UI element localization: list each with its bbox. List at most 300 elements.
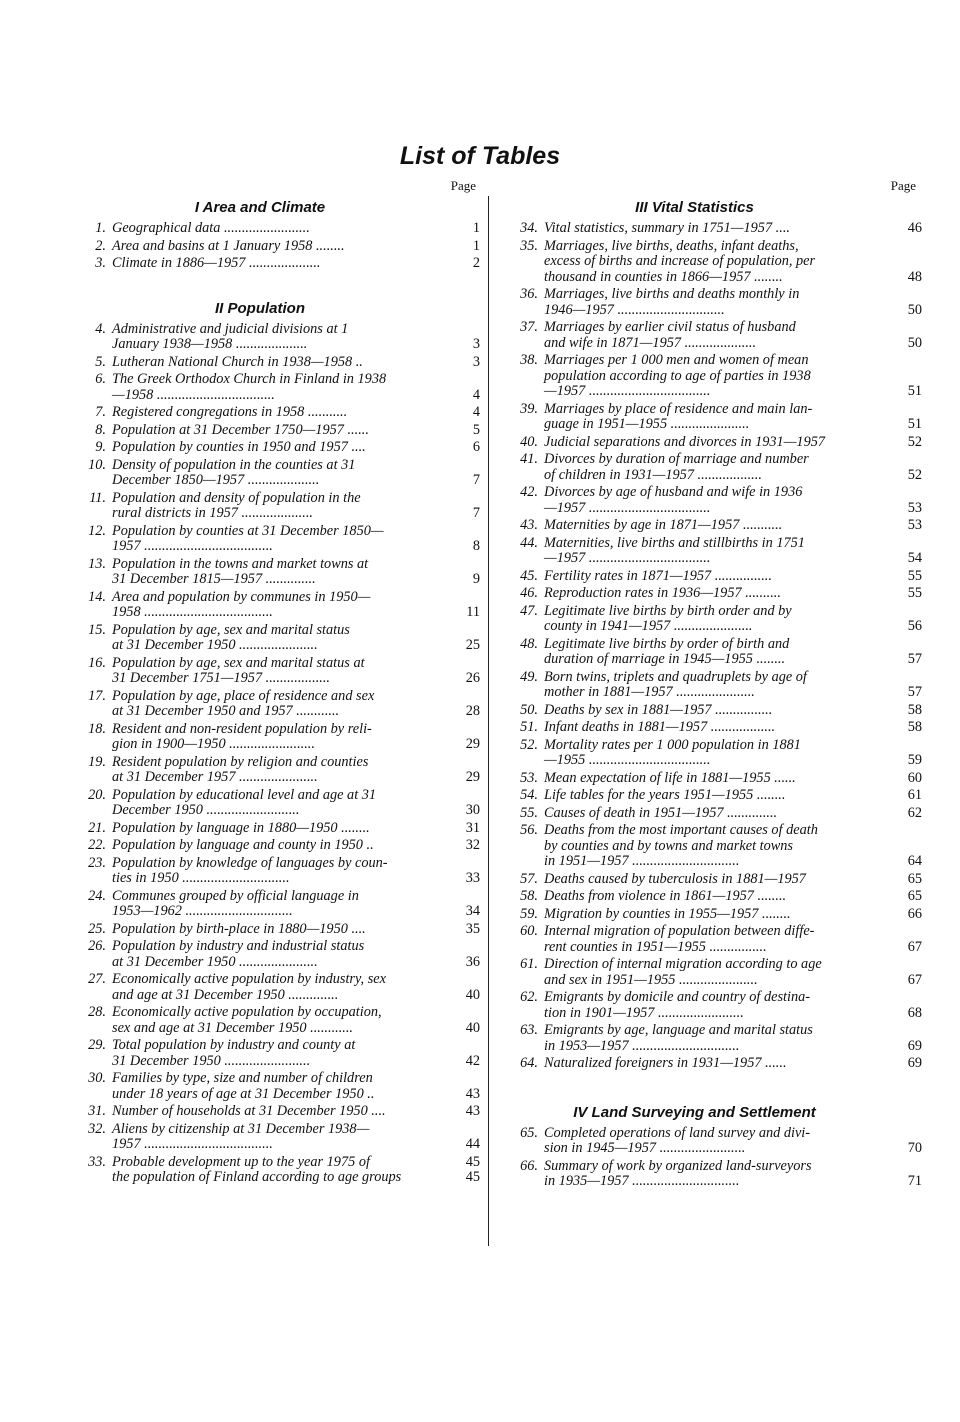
table-list-entry bbox=[80, 256, 480, 272]
table-list-entry bbox=[512, 239, 922, 286]
entry-number: 3. bbox=[95, 255, 106, 271]
table-list-entry bbox=[512, 771, 922, 787]
entry-page-number bbox=[888, 703, 922, 719]
entry-number: 49. bbox=[520, 668, 538, 685]
entry-title: Emigrants by age, language and marital status in 1953—1957 .............................. bbox=[544, 1022, 813, 1054]
entry-title: Marriages by earlier civil status of husband and wife in 1871—1957 .................... bbox=[544, 319, 796, 351]
entry-page-number bbox=[446, 355, 480, 371]
entry-number: 8. bbox=[95, 421, 106, 438]
entry-number: 25. bbox=[88, 920, 106, 937]
entry-title: Number of households at 31 December 1950 .... bbox=[112, 1103, 386, 1119]
entry-number: 10. bbox=[88, 456, 106, 473]
entry-page-number bbox=[888, 604, 922, 635]
entry-page-number bbox=[446, 423, 480, 439]
page-number: 69 bbox=[907, 1055, 922, 1071]
page-number: 7 bbox=[472, 505, 480, 521]
left-column bbox=[80, 178, 480, 1188]
entry-page-number bbox=[446, 755, 480, 786]
entry-number: 61. bbox=[520, 956, 538, 972]
page-number: 66 bbox=[907, 905, 922, 922]
table-list-entry bbox=[512, 518, 922, 534]
entry-page-number bbox=[446, 440, 480, 456]
entry-number: 12. bbox=[88, 522, 106, 539]
table-list-entry bbox=[80, 838, 480, 854]
entry-page-number bbox=[888, 823, 922, 870]
entry-number: 28. bbox=[88, 1004, 106, 1020]
table-list-entry bbox=[80, 972, 480, 1003]
entry-number: 39. bbox=[520, 400, 538, 417]
column-divider bbox=[488, 196, 489, 1246]
page-number: 45 bbox=[465, 1169, 480, 1185]
entry-title: The Greek Orthodox Church in Finland in 1938 —1958 ................................. bbox=[112, 371, 387, 403]
entry-title: Population in the towns and market towns at 31 December 1815—1957 .............. bbox=[112, 555, 369, 587]
page-number: 28 bbox=[465, 703, 480, 719]
entry-number: 14. bbox=[88, 588, 106, 605]
page-number: 34 bbox=[465, 903, 480, 919]
entry-page-number bbox=[888, 738, 922, 769]
entry-title: Deaths from violence in 1861—1957 ........ bbox=[544, 888, 787, 904]
entry-number: 45. bbox=[520, 567, 538, 584]
page-number: 60 bbox=[907, 769, 922, 786]
page-number: 31 bbox=[465, 819, 480, 836]
entry-title: Mean expectation of life in 1881—1955 ...... bbox=[544, 769, 796, 786]
entry-title: Total population by industry and county at 31 December 1950 ........................ bbox=[112, 1037, 356, 1069]
entry-title: Population by educational level and age at 31 December 1950 .......................... bbox=[112, 786, 377, 818]
page-number: 64 bbox=[907, 853, 922, 869]
entry-title: Geographical data ........................ bbox=[112, 220, 310, 236]
page-number: 26 bbox=[465, 670, 480, 686]
entry-page-number bbox=[888, 353, 922, 400]
page-number: 25 bbox=[465, 637, 480, 653]
section-land-surveying bbox=[512, 1100, 922, 1190]
table-list-entry bbox=[512, 990, 922, 1021]
entry-page-number bbox=[446, 557, 480, 588]
entry-number: 56. bbox=[520, 822, 538, 838]
entry-title: Deaths caused by tuberculosis in 1881—1957 bbox=[544, 870, 806, 887]
entry-title: Aliens by citizenship at 31 December 1938— 1957 .................................... bbox=[112, 1120, 370, 1152]
page-number: 44 bbox=[465, 1136, 480, 1152]
entry-page-number bbox=[446, 1122, 480, 1153]
entry-title: Economically active population by industry, sex and age at 31 December 1950 .............. bbox=[112, 971, 386, 1003]
entry-title: Population by industry and industrial status at 31 December 1950 ...................... bbox=[112, 938, 365, 970]
entry-number: 16. bbox=[88, 654, 106, 671]
table-list-entry bbox=[80, 788, 480, 819]
table-list-entry bbox=[512, 957, 922, 988]
entry-title: Naturalized foreigners in 1931—1957 ...... bbox=[544, 1055, 787, 1071]
entry-title: Resident and non-resident population by reli- gion in 1900—1950 ........................ bbox=[112, 720, 372, 752]
table-list-entry bbox=[512, 452, 922, 483]
table-list-entry bbox=[512, 604, 922, 635]
entry-title: Population by knowledge of languages by coun- ties in 1950 .............................. bbox=[112, 854, 388, 886]
entry-title: Registered congregations in 1958 ........... bbox=[112, 404, 348, 420]
entry-title: Population by language and county in 1950 .. bbox=[112, 837, 374, 853]
entry-page-number bbox=[446, 1005, 480, 1036]
table-list-entry bbox=[80, 1122, 480, 1153]
table-list-entry bbox=[512, 287, 922, 318]
table-list-entry bbox=[80, 491, 480, 522]
page-number: 5 bbox=[472, 421, 480, 438]
entry-page-number bbox=[888, 536, 922, 567]
entry-number: 5. bbox=[95, 353, 106, 370]
table-list-entry bbox=[80, 372, 480, 403]
table-list-entry bbox=[80, 889, 480, 920]
entry-page-number bbox=[446, 590, 480, 621]
page-number: 9 bbox=[472, 571, 480, 587]
table-list-entry bbox=[80, 557, 480, 588]
entry-title: Causes of death in 1951—1957 .............. bbox=[544, 804, 778, 821]
entry-title: Climate in 1886—1957 .................... bbox=[112, 255, 321, 271]
entry-title: Born twins, triplets and quadruplets by age of mother in 1881—1957 ...................... bbox=[544, 668, 807, 700]
table-list-entry bbox=[80, 856, 480, 887]
page-number: 11 bbox=[466, 604, 480, 620]
entry-number: 17. bbox=[88, 687, 106, 704]
table-list-entry bbox=[80, 755, 480, 786]
page-number: 48 bbox=[907, 268, 922, 285]
table-list-entry bbox=[80, 1005, 480, 1036]
entry-page-number bbox=[888, 889, 922, 905]
page-number: 55 bbox=[907, 567, 922, 584]
table-list-entry bbox=[80, 1038, 480, 1069]
page-number: 69 bbox=[907, 1037, 922, 1054]
entry-title: Maternities, live births and stillbirths in 1751 —1957 .................................. bbox=[544, 534, 805, 566]
table-list-entry bbox=[512, 402, 922, 433]
page-column-header: Page bbox=[450, 178, 476, 193]
entry-title: Divorces by age of husband and wife in 1936 —1957 .................................. bbox=[544, 484, 803, 516]
section-heading: III Vital Statistics bbox=[635, 199, 754, 216]
table-list-entry bbox=[512, 924, 922, 955]
table-list-entry bbox=[512, 738, 922, 769]
entry-page-number bbox=[446, 524, 480, 555]
page-number: 4 bbox=[472, 404, 480, 420]
entry-number: 6. bbox=[95, 371, 106, 387]
table-list-entry bbox=[512, 872, 922, 888]
entry-title: Vital statistics, summary in 1751—1957 .... bbox=[544, 220, 790, 236]
entry-page-number bbox=[446, 256, 480, 272]
entry-number: 34. bbox=[520, 220, 538, 236]
entry-page-number bbox=[446, 939, 480, 970]
page-number: 7 bbox=[472, 472, 480, 488]
entry-title: Life tables for the years 1951—1955 ........ bbox=[544, 787, 786, 803]
entry-number: 22. bbox=[88, 837, 106, 853]
entry-page-number bbox=[446, 856, 480, 887]
entry-number: 41. bbox=[520, 451, 538, 467]
entry-number: 13. bbox=[88, 555, 106, 572]
entry-title: Population and density of population in the rural districts in 1957 .................... bbox=[112, 489, 361, 521]
entry-page-number bbox=[446, 623, 480, 654]
table-list-entry bbox=[512, 823, 922, 870]
entry-title: Completed operations of land survey and divi- sion in 1945—1957 ........................ bbox=[544, 1124, 811, 1156]
page-number: 2 bbox=[472, 255, 480, 271]
table-list-entry bbox=[512, 806, 922, 822]
table-list-entry bbox=[512, 670, 922, 701]
entry-number: 19. bbox=[88, 753, 106, 770]
entry-title: Direction of internal migration according to age and sex in 1951—1955 ...................... bbox=[544, 956, 822, 988]
entry-number: 53. bbox=[520, 769, 538, 786]
entry-number: 37. bbox=[520, 319, 538, 335]
table-list-entry bbox=[512, 889, 922, 905]
table-list-entry bbox=[80, 239, 480, 255]
entry-title: Migration by counties in 1955—1957 ........ bbox=[544, 905, 791, 922]
page-number: 6 bbox=[472, 439, 480, 455]
table-list-entry bbox=[80, 590, 480, 621]
page-number: 1 bbox=[472, 237, 480, 254]
entry-title: Mortality rates per 1 000 population in 1881 —1955 .................................. bbox=[544, 736, 801, 768]
table-list-entry bbox=[80, 221, 480, 237]
entry-number: 21. bbox=[88, 819, 106, 836]
page-number: 51 bbox=[907, 383, 922, 399]
entry-number: 18. bbox=[88, 720, 106, 737]
entry-page-number bbox=[446, 221, 480, 237]
entry-title: Fertility rates in 1871—1957 ................ bbox=[544, 567, 772, 584]
entry-title: Population by counties in 1950 and 1957 .... bbox=[112, 439, 366, 455]
entry-title: Reproduction rates in 1936—1957 .......... bbox=[544, 585, 781, 601]
table-list-entry bbox=[512, 720, 922, 736]
entry-title: Marriages, live births and deaths monthly in 1946—1957 .............................. bbox=[544, 286, 800, 318]
table-list-entry bbox=[512, 569, 922, 585]
entry-page-number bbox=[888, 907, 922, 923]
page-number: 1 bbox=[472, 220, 480, 236]
entry-page-number bbox=[888, 637, 922, 668]
entry-title: Area and population by communes in 1950— 1958 .................................... bbox=[112, 588, 371, 620]
entry-title: Area and basins at 1 January 1958 ........ bbox=[112, 237, 345, 254]
page-number: 36 bbox=[465, 953, 480, 970]
table-list-entry bbox=[512, 353, 922, 400]
table-list-entry bbox=[80, 524, 480, 555]
page-number: 54 bbox=[907, 550, 922, 566]
page-number: 29 bbox=[465, 769, 480, 785]
entry-title: Legitimate live births by order of birth and duration of marriage in 1945—1955 ........ bbox=[544, 635, 790, 667]
entry-title: Legitimate live births by birth order and by county in 1941—1957 ...................... bbox=[544, 602, 792, 634]
entry-page-number bbox=[888, 402, 922, 433]
page-number: 67 bbox=[907, 971, 922, 988]
entry-title: Divorces by duration of marriage and number of children in 1931—1957 .................. bbox=[544, 451, 809, 483]
entry-title: Judicial separations and divorces in 1931—1957 bbox=[544, 433, 826, 450]
entry-page-number bbox=[888, 320, 922, 351]
entry-title: Internal migration of population between diffe- rent counties in 1951—1955 ................ bbox=[544, 923, 815, 955]
entry-page-number bbox=[446, 788, 480, 819]
page-number: 3 bbox=[472, 336, 480, 352]
page-number: 42 bbox=[465, 1052, 480, 1069]
table-list-entry bbox=[512, 536, 922, 567]
entry-page-number bbox=[888, 990, 922, 1021]
entry-title: Deaths from the most important causes of death by counties and by towns and market towns in 1951—1957 .............................. bbox=[544, 822, 818, 869]
table-list-entry bbox=[80, 656, 480, 687]
entry-number: 55. bbox=[520, 804, 538, 821]
entry-title: Maternities by age in 1871—1957 ........... bbox=[544, 517, 783, 533]
entry-number: 46. bbox=[520, 585, 538, 601]
entry-title: Infant deaths in 1881—1957 .................. bbox=[544, 719, 776, 735]
entry-page-number bbox=[888, 221, 922, 237]
entry-page-number bbox=[888, 518, 922, 534]
table-list-entry bbox=[512, 1159, 922, 1190]
entry-page-number bbox=[888, 435, 922, 451]
page-number: 65 bbox=[907, 870, 922, 887]
entry-number: 11. bbox=[89, 489, 106, 506]
page-number: 62 bbox=[907, 804, 922, 821]
entry-title: Population by age, sex and marital status at 31 December 1751—1957 .................. bbox=[112, 654, 365, 686]
table-list-entry bbox=[80, 922, 480, 938]
entry-number: 58. bbox=[520, 888, 538, 904]
entry-page-number bbox=[888, 788, 922, 804]
entry-number: 15. bbox=[88, 621, 106, 638]
page-column-header: Page bbox=[890, 178, 916, 193]
entry-page-number bbox=[446, 889, 480, 920]
entry-number: 20. bbox=[88, 786, 106, 803]
page-number: 40 bbox=[465, 1019, 480, 1036]
entry-number: 43. bbox=[520, 517, 538, 533]
entry-page-number bbox=[888, 239, 922, 286]
entry-number: 1. bbox=[95, 220, 106, 236]
entry-number: 42. bbox=[520, 484, 538, 500]
table-list-entry bbox=[80, 355, 480, 371]
table-list-entry bbox=[80, 440, 480, 456]
entry-page-number bbox=[446, 491, 480, 522]
page-number: 70 bbox=[907, 1140, 922, 1156]
table-list-entry bbox=[512, 485, 922, 516]
entry-title: Resident population by religion and counties at 31 December 1957 ...................... bbox=[112, 753, 369, 785]
table-list-entry bbox=[80, 458, 480, 489]
entry-number: 52. bbox=[520, 736, 538, 753]
entry-title: Marriages, live births, deaths, infant deaths, excess of births and increase of population, per thousand in counties in 1866—1957 ........ bbox=[544, 237, 816, 285]
entry-title: Economically active population by occupation, sex and age at 31 December 1950 ............ bbox=[112, 1004, 382, 1036]
entry-number: 51. bbox=[520, 719, 538, 735]
table-list-entry bbox=[80, 405, 480, 421]
entry-number: 23. bbox=[88, 854, 106, 871]
entry-page-number bbox=[446, 838, 480, 854]
entry-title: Population by age, sex and marital status at 31 December 1950 ...................... bbox=[112, 621, 350, 653]
table-list-entry bbox=[512, 788, 922, 804]
section-heading: IV Land Surveying and Settlement bbox=[573, 1103, 816, 1121]
entry-title: Families by type, size and number of children under 18 years of age at 31 December 1950 .. bbox=[112, 1070, 375, 1102]
entry-page-number bbox=[446, 458, 480, 489]
entry-title: Marriages per 1 000 men and women of mean population according to age of parties in 1938 —1957 .................................. bbox=[544, 352, 811, 399]
page-number: 58 bbox=[907, 719, 922, 735]
page-number: 30 bbox=[465, 802, 480, 818]
entry-page-number bbox=[446, 405, 480, 421]
page-number: 55 bbox=[907, 585, 922, 601]
table-list-entry bbox=[512, 1023, 922, 1054]
entry-page-number bbox=[888, 1159, 922, 1190]
entry-title: Lutheran National Church in 1938—1958 .. bbox=[112, 353, 363, 370]
entry-page-number bbox=[888, 670, 922, 701]
entry-page-number bbox=[446, 922, 480, 938]
entry-page-number bbox=[888, 771, 922, 787]
entry-number: 32. bbox=[88, 1120, 106, 1137]
entry-number: 26. bbox=[88, 938, 106, 954]
page-number: 52 bbox=[907, 433, 922, 450]
entry-page-number bbox=[888, 924, 922, 955]
table-list-entry bbox=[512, 435, 922, 451]
entry-title: Population by birth-place in 1880—1950 .... bbox=[112, 920, 366, 937]
entry-page-number bbox=[446, 656, 480, 687]
page-number: 68 bbox=[907, 1004, 922, 1021]
entry-number: 47. bbox=[520, 602, 538, 619]
entry-page-number bbox=[446, 1071, 480, 1102]
table-list-entry bbox=[512, 1126, 922, 1157]
page-number: 33 bbox=[465, 870, 480, 886]
entry-page-number bbox=[446, 322, 480, 353]
entry-page-number bbox=[446, 689, 480, 720]
entry-page-number bbox=[888, 569, 922, 585]
table-list-entry bbox=[512, 586, 922, 602]
page-number: 46 bbox=[907, 220, 922, 236]
entry-page-number bbox=[888, 1056, 922, 1072]
page-number: 4 bbox=[472, 386, 480, 403]
entry-page-number bbox=[888, 287, 922, 318]
entry-number: 57. bbox=[520, 870, 538, 887]
page-number: 56 bbox=[907, 618, 922, 634]
entry-page-number bbox=[446, 722, 480, 753]
page-number: 52 bbox=[907, 466, 922, 483]
entry-number: 38. bbox=[520, 352, 538, 368]
entry-number: 62. bbox=[520, 989, 538, 1005]
entry-page-number bbox=[446, 972, 480, 1003]
page-number: 3 bbox=[472, 353, 480, 370]
entry-page-number bbox=[888, 586, 922, 602]
entry-title: Population by language in 1880—1950 ........ bbox=[112, 819, 370, 836]
page-number: 67 bbox=[907, 938, 922, 955]
entry-number: 35. bbox=[520, 237, 538, 254]
entry-title: Deaths by sex in 1881—1957 ................ bbox=[544, 701, 773, 718]
entry-number: 30. bbox=[88, 1070, 106, 1086]
entry-number: 9. bbox=[95, 439, 106, 455]
entry-number: 4. bbox=[95, 320, 106, 337]
entry-title: Marriages by place of residence and main lan- guage in 1951—1955 ...................... bbox=[544, 400, 813, 432]
entry-page-number bbox=[446, 1104, 480, 1120]
entry-number: 27. bbox=[88, 971, 106, 987]
entry-number: 33. bbox=[88, 1153, 106, 1170]
entry-page-number bbox=[888, 720, 922, 736]
table-list-entry bbox=[80, 821, 480, 837]
entry-title: Communes grouped by official language in 1953—1962 .............................. bbox=[112, 887, 359, 919]
page-number: 35 bbox=[465, 920, 480, 937]
table-list-entry bbox=[80, 1155, 480, 1186]
entry-number: 2. bbox=[95, 237, 106, 254]
page-number: 43 bbox=[465, 1085, 480, 1102]
entry-page-number bbox=[446, 1155, 480, 1186]
page-number: 43 bbox=[465, 1103, 480, 1119]
entry-title: Probable development up to the year 1975 of the population of Finland according to age groups bbox=[112, 1153, 402, 1185]
entry-page-number bbox=[446, 372, 480, 403]
entry-title: Density of population in the counties at 31 December 1850—1957 .................... bbox=[112, 456, 356, 488]
table-list-entry bbox=[80, 623, 480, 654]
entry-number: 40. bbox=[520, 433, 538, 450]
entry-title: Population at 31 December 1750—1957 ...... bbox=[112, 421, 369, 438]
page-number: 8 bbox=[472, 538, 480, 554]
entry-page-number bbox=[888, 872, 922, 888]
entry-title: Summary of work by organized land-surveyors in 1935—1957 .............................. bbox=[544, 1157, 812, 1189]
entry-page-number bbox=[446, 1038, 480, 1069]
entry-number: 65. bbox=[520, 1124, 538, 1141]
section-heading: II Population bbox=[215, 299, 305, 317]
entry-title: Emigrants by domicile and country of destina- tion in 1901—1957 ........................ bbox=[544, 989, 811, 1021]
table-list-entry bbox=[80, 1071, 480, 1102]
entry-page-number bbox=[888, 806, 922, 822]
page-number: 58 bbox=[907, 701, 922, 718]
page-number: 61 bbox=[907, 787, 922, 803]
page-number: 51 bbox=[907, 416, 922, 432]
table-list-entry bbox=[512, 1056, 922, 1072]
page-number: 57 bbox=[907, 651, 922, 667]
page-number: 50 bbox=[907, 301, 922, 318]
table-list-entry bbox=[80, 939, 480, 970]
entry-page-number bbox=[888, 1126, 922, 1157]
entry-number: 59. bbox=[520, 905, 538, 922]
page-number: 57 bbox=[907, 684, 922, 700]
entry-page-number bbox=[888, 485, 922, 516]
entry-number: 44. bbox=[520, 534, 538, 551]
right-column bbox=[512, 178, 922, 1192]
